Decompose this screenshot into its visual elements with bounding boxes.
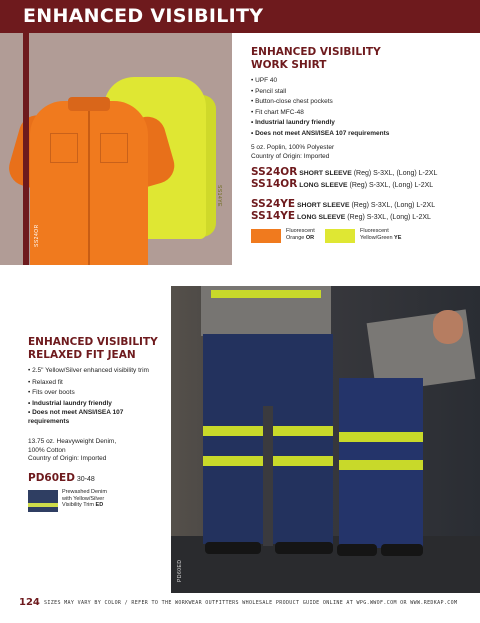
jean-specs	[28, 438, 116, 464]
sku-sleeve: SHORT SLEEVE	[297, 202, 350, 209]
sku-sleeve: SHORT SLEEVE	[299, 170, 352, 177]
feature-item: • Fits over boots	[28, 388, 158, 399]
swatch-label-line: Orange	[286, 234, 305, 241]
sku-row	[251, 166, 437, 178]
sku-row	[251, 210, 431, 222]
work-boot	[381, 544, 423, 556]
shirt-product-image	[0, 33, 232, 265]
chest-pocket-right	[100, 133, 128, 163]
shirt-title-line1: ENHANCED VISIBILITY	[251, 46, 381, 58]
sku-code: SS14OR	[251, 178, 298, 190]
orange-image-tag: SS24OR	[34, 224, 40, 247]
worker1-shirt-stripe	[211, 290, 321, 298]
visibility-trim	[203, 456, 263, 466]
sku-code: SS24YE	[251, 198, 296, 210]
orange-shirt-collar	[68, 97, 110, 111]
feature-item: • 2.5" Yellow/Silver enhanced visibility trim	[28, 367, 158, 376]
jean-origin: Country of Origin: Imported	[28, 455, 107, 462]
swatch-yellow	[325, 229, 355, 243]
jean-product-image	[171, 286, 480, 593]
swatch-label-line: Visibility Trim	[62, 502, 94, 508]
shirt-title	[251, 46, 381, 71]
shirt-title-line2: WORK SHIRT	[251, 58, 327, 71]
visibility-trim	[203, 426, 263, 436]
header-bar	[0, 0, 480, 33]
sku-row	[251, 198, 435, 210]
swatch-label-line: Prewashed Denim	[62, 489, 107, 495]
worker2-head	[433, 310, 463, 344]
jean-fabric: 100% Cotton	[28, 446, 66, 454]
shirt-features	[251, 76, 389, 139]
jean-sku-row	[28, 472, 95, 484]
feature-item: • Industrial laundry friendly	[28, 399, 158, 410]
swatch-yellow-label	[360, 228, 401, 241]
work-boot	[205, 542, 261, 554]
swatch-label-line: with Yellow/Silver	[62, 495, 105, 502]
visibility-trim	[273, 456, 333, 466]
feature-item: • Button-close chest pockets	[251, 97, 389, 108]
jean-fabric: 13.75 oz. Heavyweight Denim,	[28, 438, 117, 445]
swatch-label-line: Fluorescent	[360, 228, 389, 234]
work-boot	[275, 542, 333, 554]
sku-code: PD60ED	[28, 472, 75, 484]
sku-code: SS24OR	[251, 166, 298, 178]
sku-sizes: (Reg) S-3XL, (Long) L-2XL	[347, 214, 431, 221]
sku-sizes: 30-48	[76, 476, 95, 483]
swatch-orange	[251, 229, 281, 243]
swatch-denim-trim	[28, 503, 58, 507]
sku-sizes: (Reg) S-3XL, (Long) L-2XL	[351, 202, 436, 209]
page-title: ENHANCED VISIBILITY	[23, 5, 264, 27]
jean-title	[28, 336, 158, 361]
work-boot	[337, 544, 377, 556]
jeans-leg-gap	[263, 406, 273, 546]
swatch-code: ED	[95, 502, 104, 508]
shirt-specs	[251, 144, 334, 161]
chest-pocket-left	[50, 133, 78, 163]
feature-item: • Relaxed fit	[28, 378, 158, 389]
feature-item: • Does not meet ANSI/ISEA 107 requirements	[251, 129, 389, 140]
feature-item: • Pencil stall	[251, 87, 389, 98]
swatch-orange-label	[286, 228, 315, 241]
visibility-trim	[273, 426, 333, 436]
jean-title-line2: RELAXED FIT JEAN	[28, 348, 136, 361]
jean-title-line1: ENHANCED VISIBILITY	[28, 336, 158, 348]
shirt-fabric: 5 oz. Poplin, 100% Polyester	[251, 144, 335, 151]
brand-ribbon	[23, 33, 29, 265]
sku-code: SS14YE	[251, 210, 296, 222]
jean-features	[28, 367, 158, 426]
sku-sleeve: LONG SLEEVE	[297, 214, 346, 221]
feature-item: • Industrial laundry friendly	[251, 118, 389, 129]
sku-sizes: (Reg) S-3XL, (Long) L-2XL	[349, 182, 434, 189]
swatch-code: OR	[305, 234, 315, 241]
feature-item: • Fit chart MFC-48	[251, 108, 389, 119]
feature-item: • UPF 40	[251, 76, 389, 87]
sku-row	[251, 178, 433, 190]
swatch-denim	[28, 490, 58, 512]
swatch-label-line: Yellow/Green	[360, 234, 393, 241]
swatch-denim-label	[62, 489, 107, 509]
footer-note: SIZES MAY VARY BY COLOR / REFER TO THE WORKWEAR OUTFITTERS WHOLESALE PRODUCT GUIDE ONLINE AT WPG.WWOF.COM OR WWW.REDKAP.COM	[44, 600, 458, 606]
yellow-image-tag: SS14YE	[216, 185, 222, 207]
feature-item: • Does not meet ANSI/ISEA 107 requirements	[28, 409, 158, 426]
orange-shirt-placket	[88, 111, 90, 265]
sku-sizes: (Reg) S-3XL, (Long) L-2XL	[353, 170, 438, 177]
swatch-label-line: Fluorescent	[286, 228, 315, 234]
sku-sleeve: LONG SLEEVE	[299, 182, 348, 189]
jean-image-tag: PD60ED	[177, 559, 183, 582]
shirt-origin: Country of Origin: Imported	[251, 152, 330, 160]
page-number: 124	[19, 597, 40, 608]
visibility-trim	[339, 460, 423, 470]
visibility-trim	[339, 432, 423, 442]
swatch-code: YE	[394, 234, 402, 241]
